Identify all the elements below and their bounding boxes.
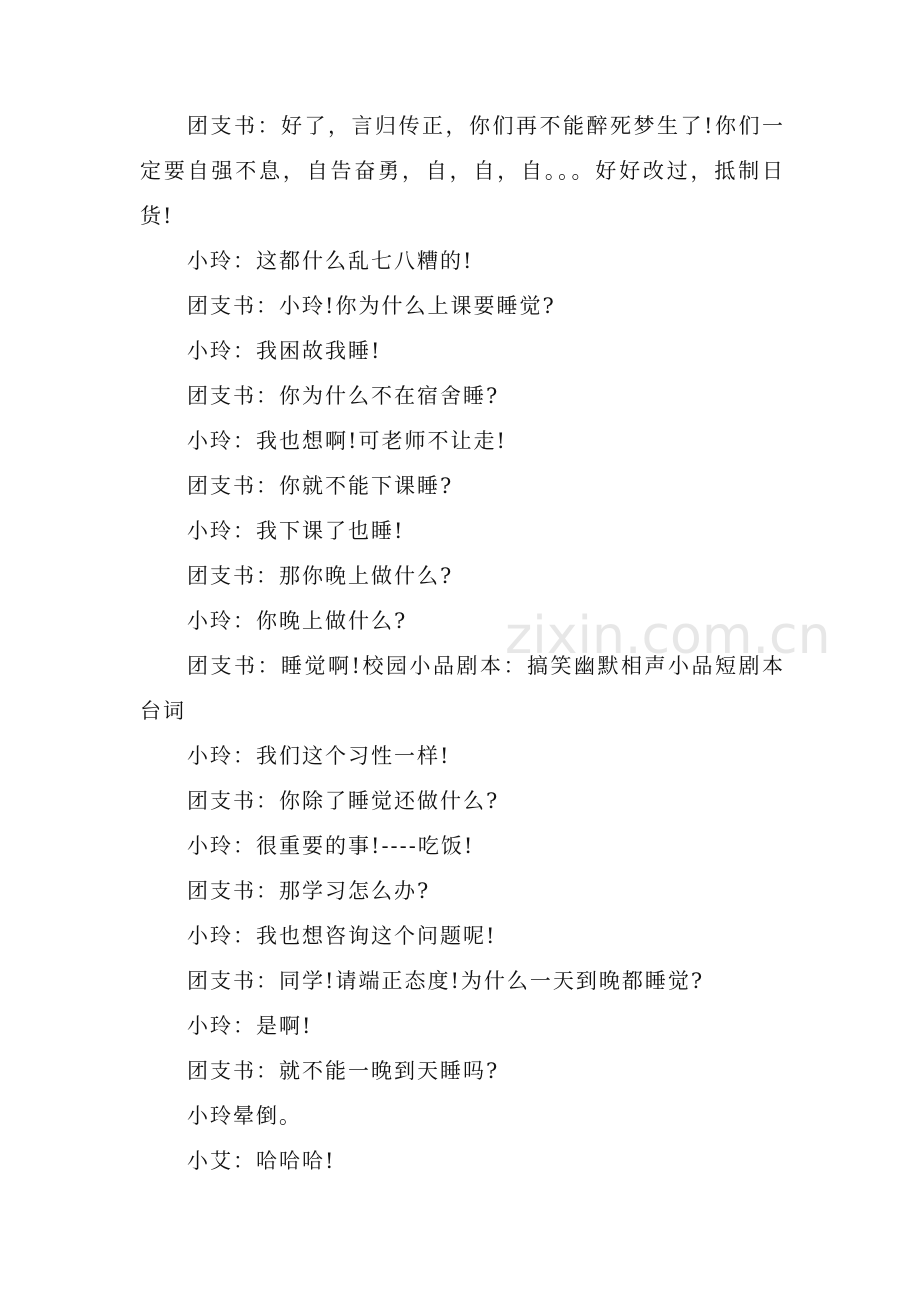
paragraph: 团支书：那你晚上做什么?: [187, 564, 454, 588]
paragraph: 小玲：我困故我睡!: [187, 339, 382, 363]
paragraph: 团支书：小玲!你为什么上课要睡觉?: [187, 294, 556, 318]
paragraph: 小玲：很重要的事!----吃饭!: [187, 834, 475, 858]
document-body: [140, 104, 785, 1184]
paragraph: 小玲：我们这个习性一样!: [187, 744, 451, 768]
paragraph: 小玲晕倒。: [187, 1104, 302, 1128]
paragraph: 小玲：我下课了也睡!: [187, 519, 405, 543]
paragraph: 团支书：同学!请端正态度!为什么一天到晚都睡觉?: [187, 969, 705, 993]
paragraph: 团支书：那学习怎么办?: [187, 879, 431, 903]
paragraph: 小玲：我也想咨询这个问题呢!: [187, 924, 497, 948]
paragraph: 小艾：哈哈哈!: [187, 1149, 336, 1173]
paragraph: 团支书：就不能一晚到天睡吗?: [187, 1059, 500, 1083]
watermark: zixin.com.cn: [505, 606, 831, 666]
paragraph: 小玲：是啊!: [187, 1014, 313, 1038]
paragraph: 团支书：好了，言归传正，你们再不能醉死梦生了!你们一定要自强不息，自告奋勇，自，自，自。。。好好改过，抵制日货!: [140, 114, 785, 228]
paragraph: 团支书：你除了睡觉还做什么?: [187, 789, 500, 813]
paragraph: 小玲：这都什么乱七八糟的!: [187, 249, 474, 273]
paragraph: 小玲：我也想啊!可老师不让走!: [187, 429, 507, 453]
paragraph: 团支书：睡觉啊!校园小品剧本：搞笑幽默相声小品短剧本台词: [140, 654, 785, 723]
paragraph: 小玲：你晚上做什么?: [187, 609, 408, 633]
paragraph: 团支书：你为什么不在宿舍睡?: [187, 384, 500, 408]
paragraph: 团支书：你就不能下课睡?: [187, 474, 454, 498]
